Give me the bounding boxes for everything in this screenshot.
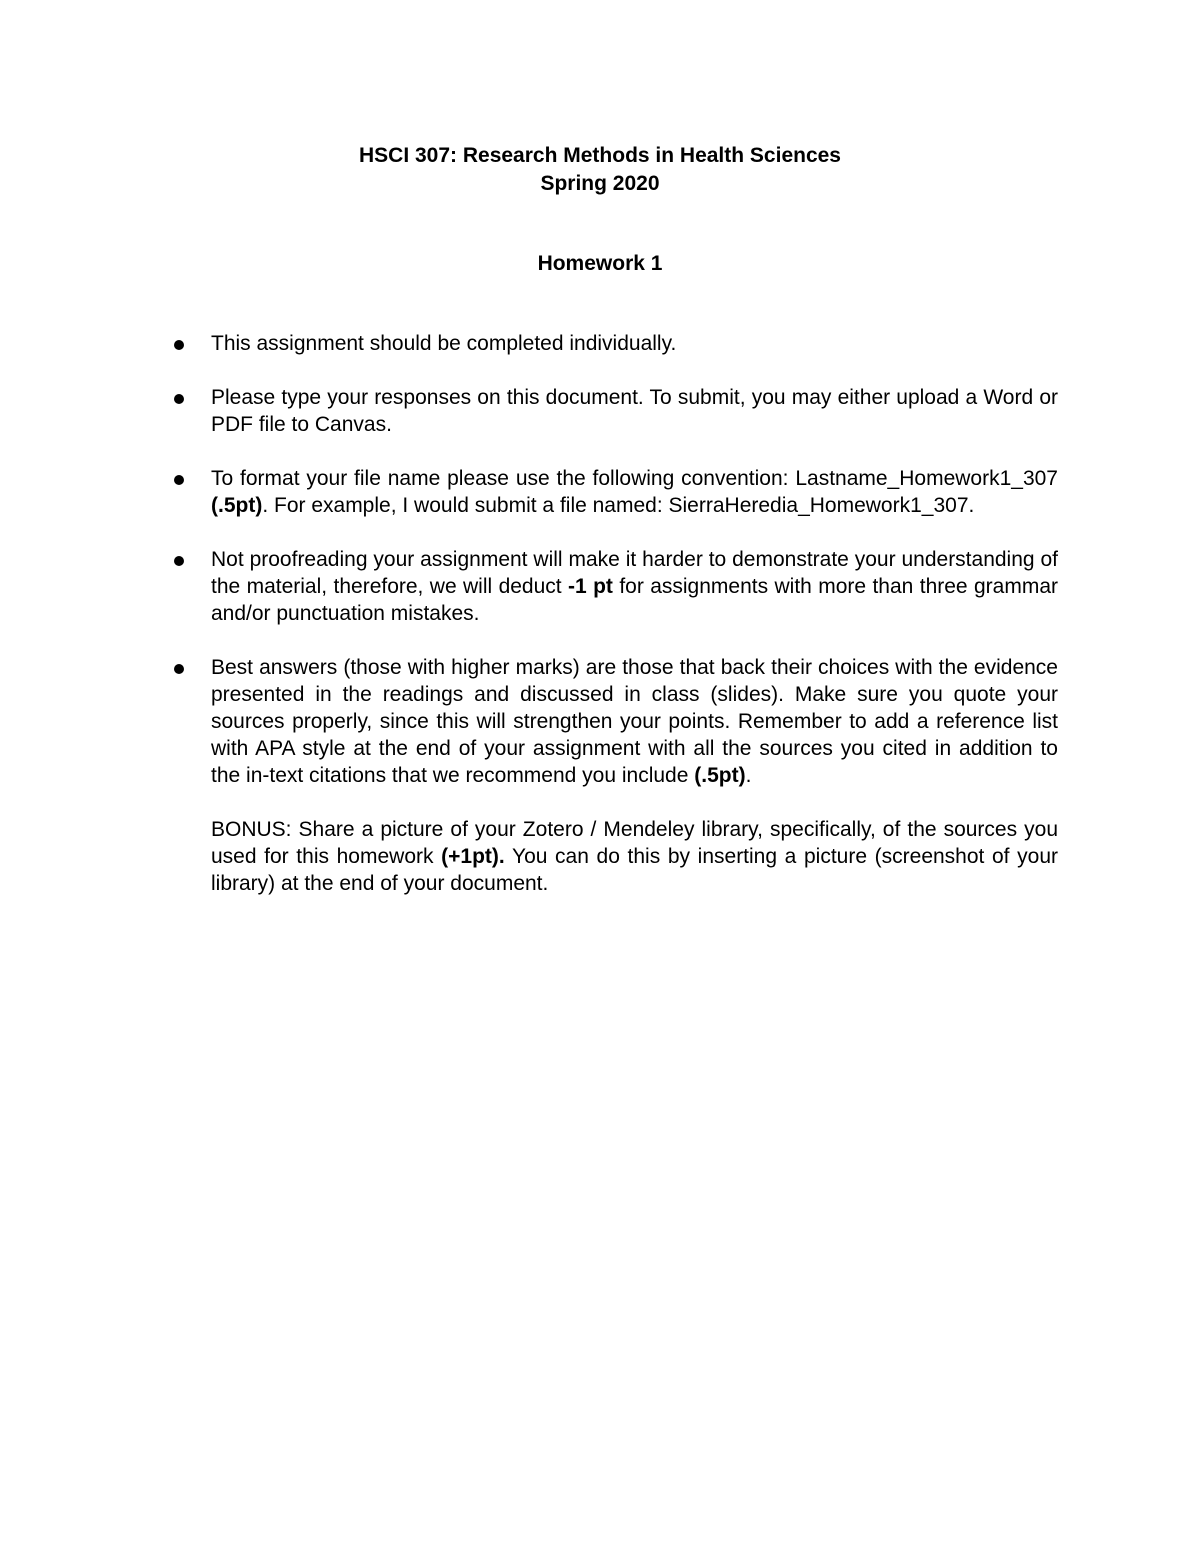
bullet-icon xyxy=(174,394,184,404)
list-item xyxy=(211,330,1058,357)
item-text: . For example, I would submit a file named: SierraHeredia_Homework1_307. xyxy=(262,494,975,517)
bonus-text: You can do this by inserting a picture (screenshot of your library) at the end of your document. xyxy=(211,845,1059,895)
bonus-points-label: (+1pt). xyxy=(441,845,505,868)
bonus-paragraph xyxy=(211,816,1058,897)
item-text: To format your file name please use the following convention: Lastname_Homework1_307 xyxy=(211,467,1058,490)
bullet-icon xyxy=(174,475,184,485)
item-text: for assignments with more than three grammar and/or punctuation mistakes. xyxy=(211,575,1059,625)
bullet-icon xyxy=(174,664,184,674)
bullet-icon xyxy=(174,340,184,350)
item-text: Best answers (those with higher marks) are those that back their choices with the evidence presented in the readings and discussed in class (slides). Make sure you quote your sources properly, since this will strengthen your points. Remember to add a reference list with APA style at the end of your assignment with all the sources you cited in addition to the in-text citations that we recommend you include xyxy=(211,656,1058,787)
list-item xyxy=(211,654,1058,789)
points-label: -1 pt xyxy=(568,575,613,598)
item-text: This assignment should be completed individually. xyxy=(211,332,677,355)
bonus-text: BONUS: Share a picture of your Zotero / Mendeley library, specifically, of the sources you used for this homework xyxy=(211,818,1058,868)
points-label: (.5pt) xyxy=(211,494,263,517)
list-item xyxy=(211,546,1058,627)
bullet-icon xyxy=(174,556,184,566)
instruction-list xyxy=(211,330,1058,897)
assignment-title: Homework 1 xyxy=(537,252,663,275)
course-title: HSCI 307: Research Methods in Health Sciences xyxy=(358,144,841,167)
item-text: . xyxy=(745,764,752,787)
term-label: Spring 2020 xyxy=(540,172,660,195)
item-text: Not proofreading your assignment will make it harder to demonstrate your understanding of the material, therefore, we will deduct xyxy=(211,548,1058,598)
list-item xyxy=(211,465,1058,519)
item-text: Please type your responses on this document. To submit, you may either upload a Word or PDF file to Canvas. xyxy=(211,386,1058,436)
points-label: (.5pt) xyxy=(694,764,746,787)
list-item xyxy=(211,384,1058,438)
